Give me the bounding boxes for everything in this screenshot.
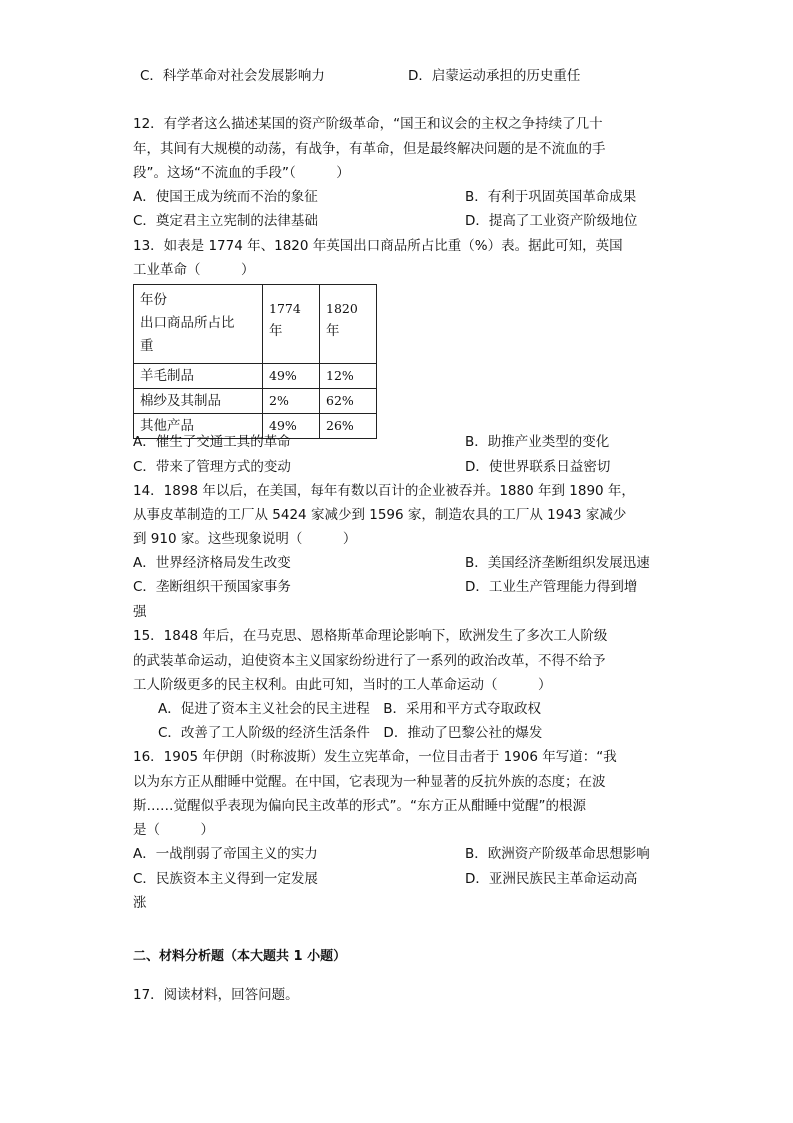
q15-options-cd: C．改善了工人阶级的经济生活条件 D．推动了巴黎公社的爆发 bbox=[158, 725, 543, 741]
q15-stem-line-3: 工人阶级更多的民主权利。由此可知，当时的工人革命运动（ ） bbox=[133, 677, 552, 693]
row-value-1774: 49% bbox=[263, 364, 320, 389]
q13-option-d: D．使世界联系日益密切 bbox=[465, 459, 611, 475]
q12-option-b: B．有利于巩固英国革命成果 bbox=[465, 189, 637, 205]
header-label-line: 重 bbox=[140, 338, 154, 354]
q16-option-c: C．民族资本主义得到一定发展 bbox=[133, 871, 318, 887]
header-label-line: 年份 bbox=[140, 292, 167, 308]
q17-stem: 17．阅读材料，回答问题。 bbox=[133, 987, 299, 1003]
row-value-1774: 49% bbox=[263, 414, 320, 439]
table-row bbox=[134, 364, 377, 389]
header-label-line: 出口商品所占比 bbox=[140, 315, 235, 331]
q11-option-c: C．科学革命对社会发展影响力 bbox=[140, 68, 325, 84]
row-value-1820: 62% bbox=[320, 389, 377, 414]
year-number: 1820 bbox=[326, 301, 358, 316]
q16-stem-line-4: 是（ ） bbox=[133, 822, 214, 838]
table-header-year-1774 bbox=[263, 285, 320, 364]
year-unit: 年 bbox=[326, 323, 340, 339]
export-share-table bbox=[133, 284, 377, 439]
q14-stem-line-2: 从事皮革制造的工厂从 5424 家减少到 1596 家，制造农具的工厂从 1943 家减少 bbox=[133, 507, 627, 523]
q12-stem-line-2: 年，其间有大规模的动荡，有战争，有革命，但是最终解决问题的是不流血的手 bbox=[133, 141, 606, 157]
q13-option-b: B．助推产业类型的变化 bbox=[465, 434, 610, 450]
q16-stem-line-2: 以为东方正从酣睡中觉醒。在中国，它表现为一种显著的反抗外族的态度；在波 bbox=[133, 774, 606, 790]
q14-option-d-continued: 强 bbox=[133, 604, 147, 620]
q16-option-d: D．亚洲民族民主革命运动高 bbox=[465, 871, 638, 887]
table-header-row bbox=[134, 285, 377, 364]
row-value-1820: 26% bbox=[320, 414, 377, 439]
q13-stem-line-1: 13．如表是 1774 年、1820 年英国出口商品所占比重（%）表。据此可知，英国 bbox=[133, 238, 623, 254]
q16-option-d-continued: 涨 bbox=[133, 895, 147, 911]
row-value-1820: 12% bbox=[320, 364, 377, 389]
row-name: 羊毛制品 bbox=[134, 364, 263, 389]
q14-option-b: B．美国经济垄断组织发展迅速 bbox=[465, 555, 650, 571]
q11-option-d: D．启蒙运动承担的历史重任 bbox=[408, 68, 581, 84]
q12-stem-line-3: 段”。这场“不流血的手段”（ ） bbox=[133, 165, 350, 181]
q14-option-c: C．垄断组织干预国家事务 bbox=[133, 579, 291, 595]
section-heading: 二、材料分析题（本大题共 1 小题） bbox=[133, 949, 347, 964]
q15-stem-line-1: 15．1848 年后，在马克思、恩格斯革命理论影响下，欧洲发生了多次工人阶级 bbox=[133, 628, 608, 644]
q13-option-c: C．带来了管理方式的变动 bbox=[133, 459, 291, 475]
q12-stem-line-1: 12．有学者这么描述某国的资产阶级革命，“国王和议会的主权之争持续了几十 bbox=[133, 116, 603, 132]
q16-stem-line-1: 16．1905 年伊朗（时称波斯）发生立宪革命，一位目击者于 1906 年写道：“我 bbox=[133, 749, 617, 765]
q14-stem-line-3: 到 910 家。这些现象说明（ ） bbox=[133, 531, 357, 547]
q16-stem-line-3: 斯……觉醒似乎表现为偏向民主改革的形式”。“东方正从酣睡中觉醒”的根源 bbox=[133, 798, 586, 814]
q16-option-b: B．欧洲资产阶级革命思想影响 bbox=[465, 846, 650, 862]
q14-option-a: A．世界经济格局发生改变 bbox=[133, 555, 291, 571]
table-row bbox=[134, 389, 377, 414]
q13-option-a: A．催生了交通工具的革命 bbox=[133, 434, 291, 450]
year-number: 1774 bbox=[269, 301, 301, 316]
q16-option-a: A．一战削弱了帝国主义的实力 bbox=[133, 846, 318, 862]
q12-option-c: C．奠定君主立宪制的法律基础 bbox=[133, 213, 318, 229]
q13-stem-line-2: 工业革命（ ） bbox=[133, 262, 255, 278]
table-header-label bbox=[134, 285, 263, 364]
q15-options-ab: A．促进了资本主义社会的民主进程 B．采用和平方式夺取政权 bbox=[158, 701, 541, 717]
q14-option-d: D．工业生产管理能力得到增 bbox=[465, 579, 638, 595]
q14-stem-line-1: 14．1898 年以后，在美国，每年有数以百计的企业被吞并。1880 年到 1890 年， bbox=[133, 483, 635, 499]
year-unit: 年 bbox=[269, 323, 283, 339]
table-header-year-1820 bbox=[320, 285, 377, 364]
q12-option-d: D．提高了工业资产阶级地位 bbox=[465, 213, 638, 229]
row-value-1774: 2% bbox=[263, 389, 320, 414]
q15-stem-line-2: 的武装革命运动，迫使资本主义国家纷纷进行了一系列的政治改革，不得不给予 bbox=[133, 653, 606, 669]
row-name: 棉纱及其制品 bbox=[134, 389, 263, 414]
row-name: 其他产品 bbox=[134, 414, 263, 439]
q12-option-a: A．使国王成为统而不治的象征 bbox=[133, 189, 318, 205]
